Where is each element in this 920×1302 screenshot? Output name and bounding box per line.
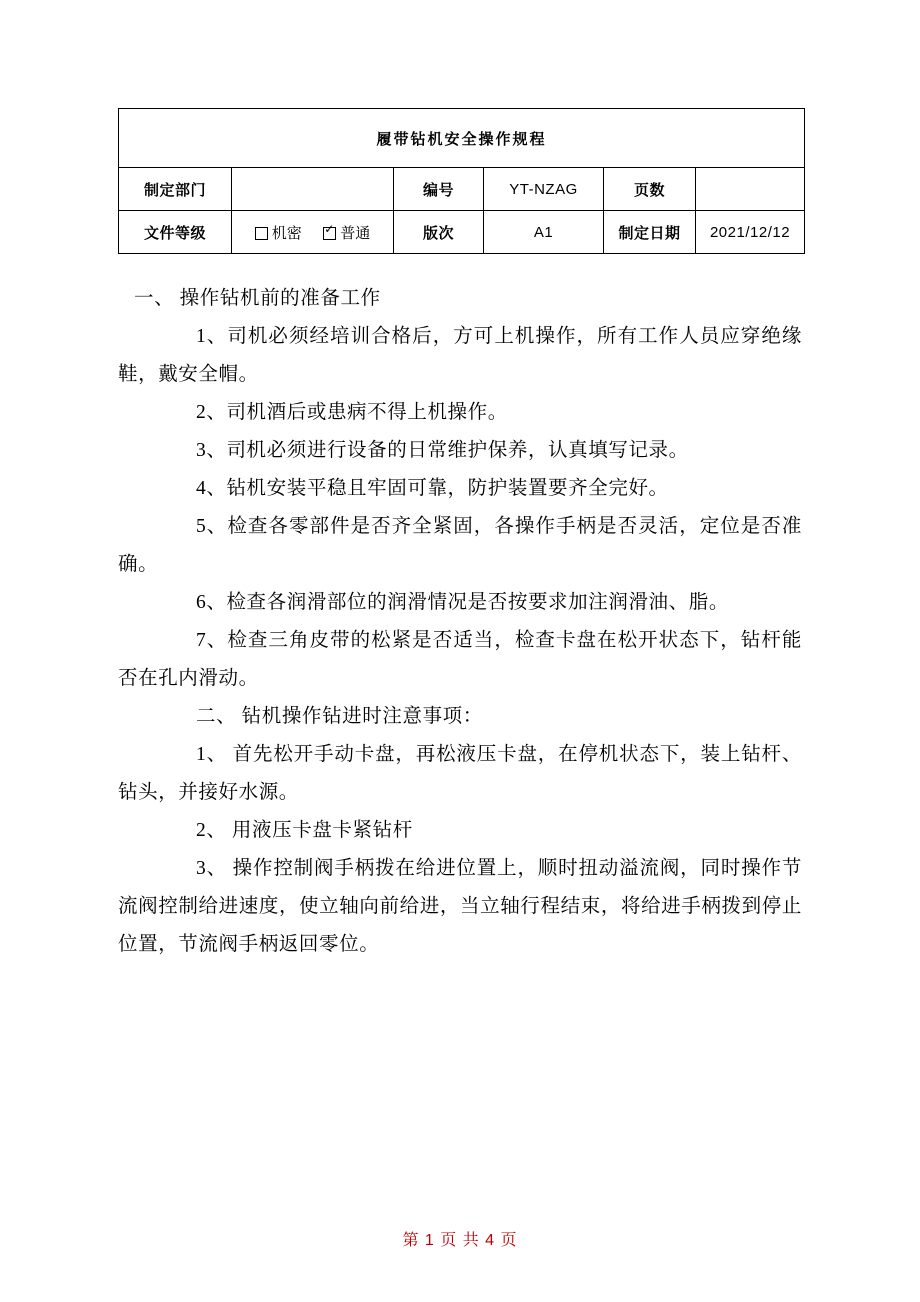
paragraph: 1、 首先松开手动卡盘，再松液压卡盘，在停机状态下，装上钻杆、钻头，并接好水源。	[118, 744, 802, 804]
checkbox-normal[interactable]	[323, 222, 370, 243]
paragraph: 3、司机必须进行设备的日常维护保养，认真填写记录。	[196, 440, 689, 462]
page-footer: 第 1 页 共 4 页	[402, 1232, 518, 1249]
file-level-options	[232, 211, 394, 254]
paragraph: 2、 用液压卡盘卡紧钻杆	[196, 820, 413, 842]
label-date: 制定日期	[604, 211, 696, 254]
table-row-info	[119, 168, 805, 211]
value-date: 2021/12/12	[696, 211, 805, 254]
paragraph: 1、司机必须经培训合格后，方可上机操作，所有工作人员应穿绝缘鞋，戴安全帽。	[118, 326, 802, 386]
document-title: 履带钻机安全操作规程	[119, 109, 805, 168]
label-department: 制定部门	[119, 168, 232, 211]
label-file-level: 文件等级	[119, 211, 232, 254]
paragraph: 5、检查各零部件是否齐全紧固，各操作手柄是否灵活，定位是否准确。	[118, 516, 802, 576]
paragraph: 2、司机酒后或患病不得上机操作。	[196, 402, 508, 424]
checkbox-confidential[interactable]	[255, 222, 302, 243]
paragraph: 6、检查各润滑部位的润滑情况是否按要求加注润滑油、脂。	[196, 592, 729, 614]
value-number: YT-NZAG	[484, 168, 604, 211]
checkbox-icon-checked	[323, 227, 336, 240]
checkbox-normal-label: 普通	[340, 224, 371, 242]
value-pages	[696, 168, 805, 211]
paragraph: 一、 操作钻机前的准备工作	[134, 288, 381, 309]
document-body	[118, 280, 802, 964]
checkbox-confidential-label: 机密	[271, 224, 302, 242]
paragraph: 4、钻机安装平稳且牢固可靠，防护装置要齐全完好。	[196, 478, 669, 500]
table-row-classification	[119, 211, 805, 254]
checkbox-icon-unchecked	[255, 227, 268, 240]
header-table	[118, 108, 805, 254]
paragraph: 7、检查三角皮带的松紧是否适当，检查卡盘在松开状态下，钻杆能否在孔内滑动。	[118, 630, 802, 690]
label-pages: 页数	[604, 168, 696, 211]
label-version: 版次	[394, 211, 484, 254]
label-number: 编号	[394, 168, 484, 211]
paragraph: 3、 操作控制阀手柄拨在给进位置上，顺时扭动溢流阀，同时操作节流阀控制给进速度，使立轴向前给进，当立轴行程结束，将给进手柄拨到停止位置，节流阀手柄返回零位。	[118, 858, 802, 956]
paragraph: 二、 钻机操作钻进时注意事项：	[196, 706, 483, 728]
table-row-title	[119, 109, 805, 168]
value-version: A1	[484, 211, 604, 254]
value-department	[232, 168, 394, 211]
